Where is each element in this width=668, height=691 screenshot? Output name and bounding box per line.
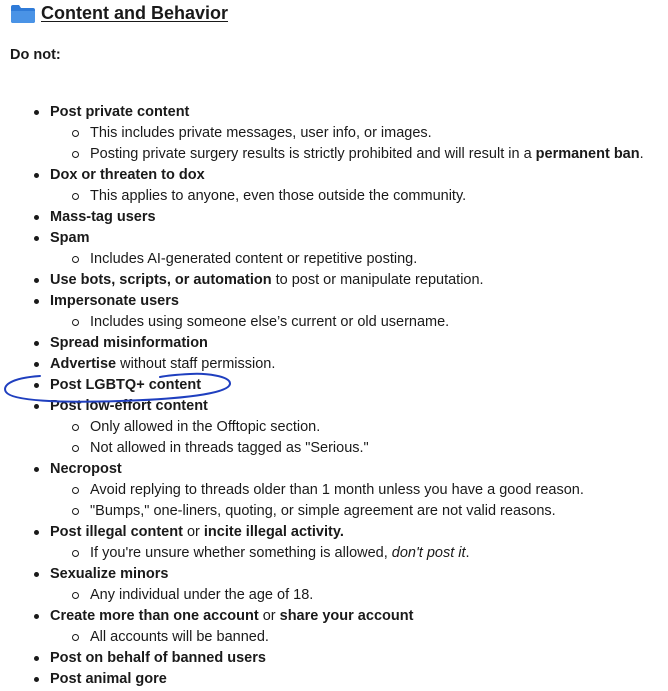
text-segment: to post or manipulate reputation. [271,272,484,288]
rule-item [0,207,668,228]
text-segment: Spread misinformation [50,335,208,351]
page-title: Content and Behavior [41,3,229,23]
text-segment: Sexualize minors [50,566,169,582]
rule-item [0,459,668,480]
text-segment: Necropost [50,461,122,477]
text-segment: If you're unsure whether something is allowed, [90,545,392,561]
rule-item [0,354,668,375]
text-segment: Post animal gore [50,671,167,687]
text-segment: Only allowed in the Offtopic section. [90,419,321,435]
text-segment: Post low-effort content [50,398,208,414]
text-segment: Post on behalf of banned users [50,650,266,666]
rule-subitem [0,543,668,564]
rule-item [0,165,668,186]
text-segment: Posting private surgery results is strictly prohibited and will result in a [90,146,536,162]
text-segment: Avoid replying to threads older than 1 month unless you have a good reason. [90,482,584,498]
rule-item [0,648,668,669]
page-header [10,3,228,24]
text-segment: Create more than one account [50,608,259,624]
rule-subitem [0,249,668,270]
text-segment: don't post it [391,545,466,561]
rule-item [0,333,668,354]
rule-subitem [0,480,668,501]
rule-subitem [0,186,668,207]
rule-item [0,270,668,291]
rule-subitem [0,585,668,606]
text-segment: or [182,524,204,540]
rules-list [0,102,668,690]
text-segment: This includes private messages, user info, or images. [90,125,432,141]
text-segment: Use bots, scripts, or automation [50,272,272,288]
text-segment: . [639,146,644,162]
rule-subitem [0,312,668,333]
rule-item-circled [0,375,668,396]
text-segment: Not allowed in threads tagged as "Serious." [90,440,369,456]
text-segment: This applies to anyone, even those outside the community. [90,188,467,204]
text-segment: incite illegal activity. [203,524,344,540]
rule-subitem [0,438,668,459]
text-segment: share your account [279,608,414,624]
rule-item [0,606,668,627]
folder-icon [10,4,36,24]
text-segment: permanent ban [535,146,640,162]
text-segment: Post LGBTQ+ content [50,377,202,393]
rule-subitem [0,417,668,438]
intro-text: Do not: [10,47,61,63]
rule-item [0,564,668,585]
rule-item [0,522,668,543]
text-segment: without staff permission. [116,356,276,372]
text-segment: Impersonate users [50,293,179,309]
rule-subitem [0,501,668,522]
text-segment: Any individual under the age of 18. [90,587,314,603]
text-segment: All accounts will be banned. [90,629,269,645]
text-segment: Includes using someone else’s current or old username. [90,314,450,330]
rule-item [0,396,668,417]
text-segment: Mass-tag users [50,209,156,225]
rule-item [0,228,668,249]
rule-item [0,291,668,312]
text-segment: Includes AI-generated content or repetitive posting. [90,251,418,267]
rule-item [0,102,668,123]
rule-item [0,669,668,690]
rule-subitem [0,627,668,648]
text-segment: "Bumps," one-liners, quoting, or simple agreement are not valid reasons. [90,503,556,519]
rule-subitem [0,123,668,144]
text-segment: or [258,608,280,624]
text-segment: . [465,545,470,561]
text-segment: Dox or threaten to dox [50,167,205,183]
text-segment: Post illegal content [50,524,183,540]
text-segment: Post private content [50,104,190,120]
text-segment: Advertise [50,356,117,372]
rule-subitem [0,144,668,165]
text-segment: Spam [50,230,90,246]
